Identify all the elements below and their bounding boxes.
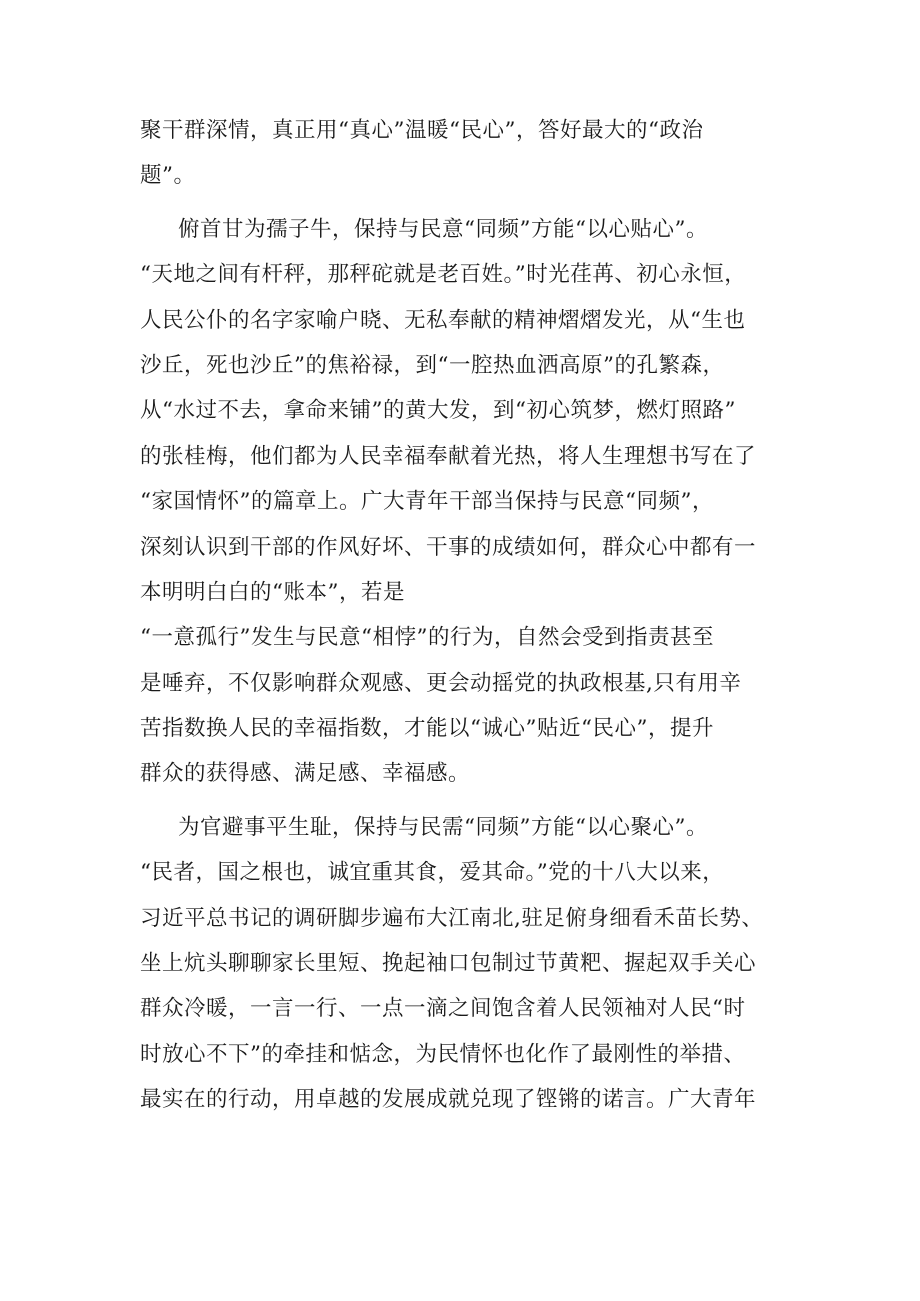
text-line: 时放心不下”的牵挂和惦念，为民情怀也化作了最刚性的举措、	[140, 1041, 746, 1067]
text-line: 俯首甘为孺子牛，保持与民意“同频”方能“以心贴心”。	[178, 216, 708, 242]
paragraph-3	[140, 805, 790, 1123]
paragraph-1	[140, 108, 790, 199]
text-line: 苦指数换人民的幸福指数，才能以“诚心”贴近“民心”，提升	[140, 716, 714, 742]
text-line: 沙丘，死也沙丘”的焦裕禄，到“一腔热血洒高原”的孔繁森，	[140, 352, 725, 378]
text-line: “家国情怀”的篇章上。广大青年干部当保持与民意“同频”，	[140, 489, 714, 515]
paragraph-2	[140, 207, 790, 797]
text-line: “一意孤行”发生与民意“相悖”的行为，自然会受到指责甚至	[140, 625, 714, 651]
text-line: 为官避事平生耻，保持与民需“同频”方能“以心聚心”。	[178, 814, 708, 840]
text-line: 习近平总书记的调研脚步遍布大江南北,驻足俯身细看禾苗长势、	[140, 905, 764, 931]
text-line: “民者，国之根也，诚宜重其食，爱其命。”党的十八大以来，	[140, 860, 725, 886]
text-line: 群众的获得感、满足感、幸福感。	[140, 761, 471, 787]
text-line: 是唾弃，不仅影响群众观感、更会动摇党的执政根基,只有用辛	[140, 670, 742, 696]
text-line: 人民公仆的名字家喻户晓、无私奉献的精神熠熠发光，从“生也	[140, 307, 746, 333]
text-line: 题”。	[140, 163, 196, 189]
document-body	[140, 108, 790, 1123]
text-line: 深刻认识到干部的作风好坏、干事的成绩如何，群众心中都有一	[140, 534, 757, 560]
text-line: “天地之间有杆秤，那秤砣就是老百姓。”时光荏苒、初心永恒，	[140, 262, 747, 288]
text-line: 的张桂梅，他们都为人民幸福奉献着光热，将人生理想书写在了	[140, 443, 757, 469]
text-line: 从“水过不去，拿命来铺”的黄大发，到“初心筑梦，燃灯照路”	[140, 398, 736, 424]
text-line: 本明明白白的“账本”，若是	[140, 579, 405, 605]
text-line: 聚干群深情，真正用“真心”温暖“民心”，答好最大的“政治	[140, 118, 704, 143]
text-line: 最实在的行动，用卓越的发展成就兑现了铿锵的诺言。广大青年	[140, 1087, 757, 1113]
text-line: 群众冷暖，一言一行、一点一滴之间饱含着人民领袖对人民“时	[140, 996, 746, 1022]
text-line: 坐上炕头聊聊家长里短、挽起袖口包制过节黄粑、握起双手关心	[140, 951, 757, 977]
